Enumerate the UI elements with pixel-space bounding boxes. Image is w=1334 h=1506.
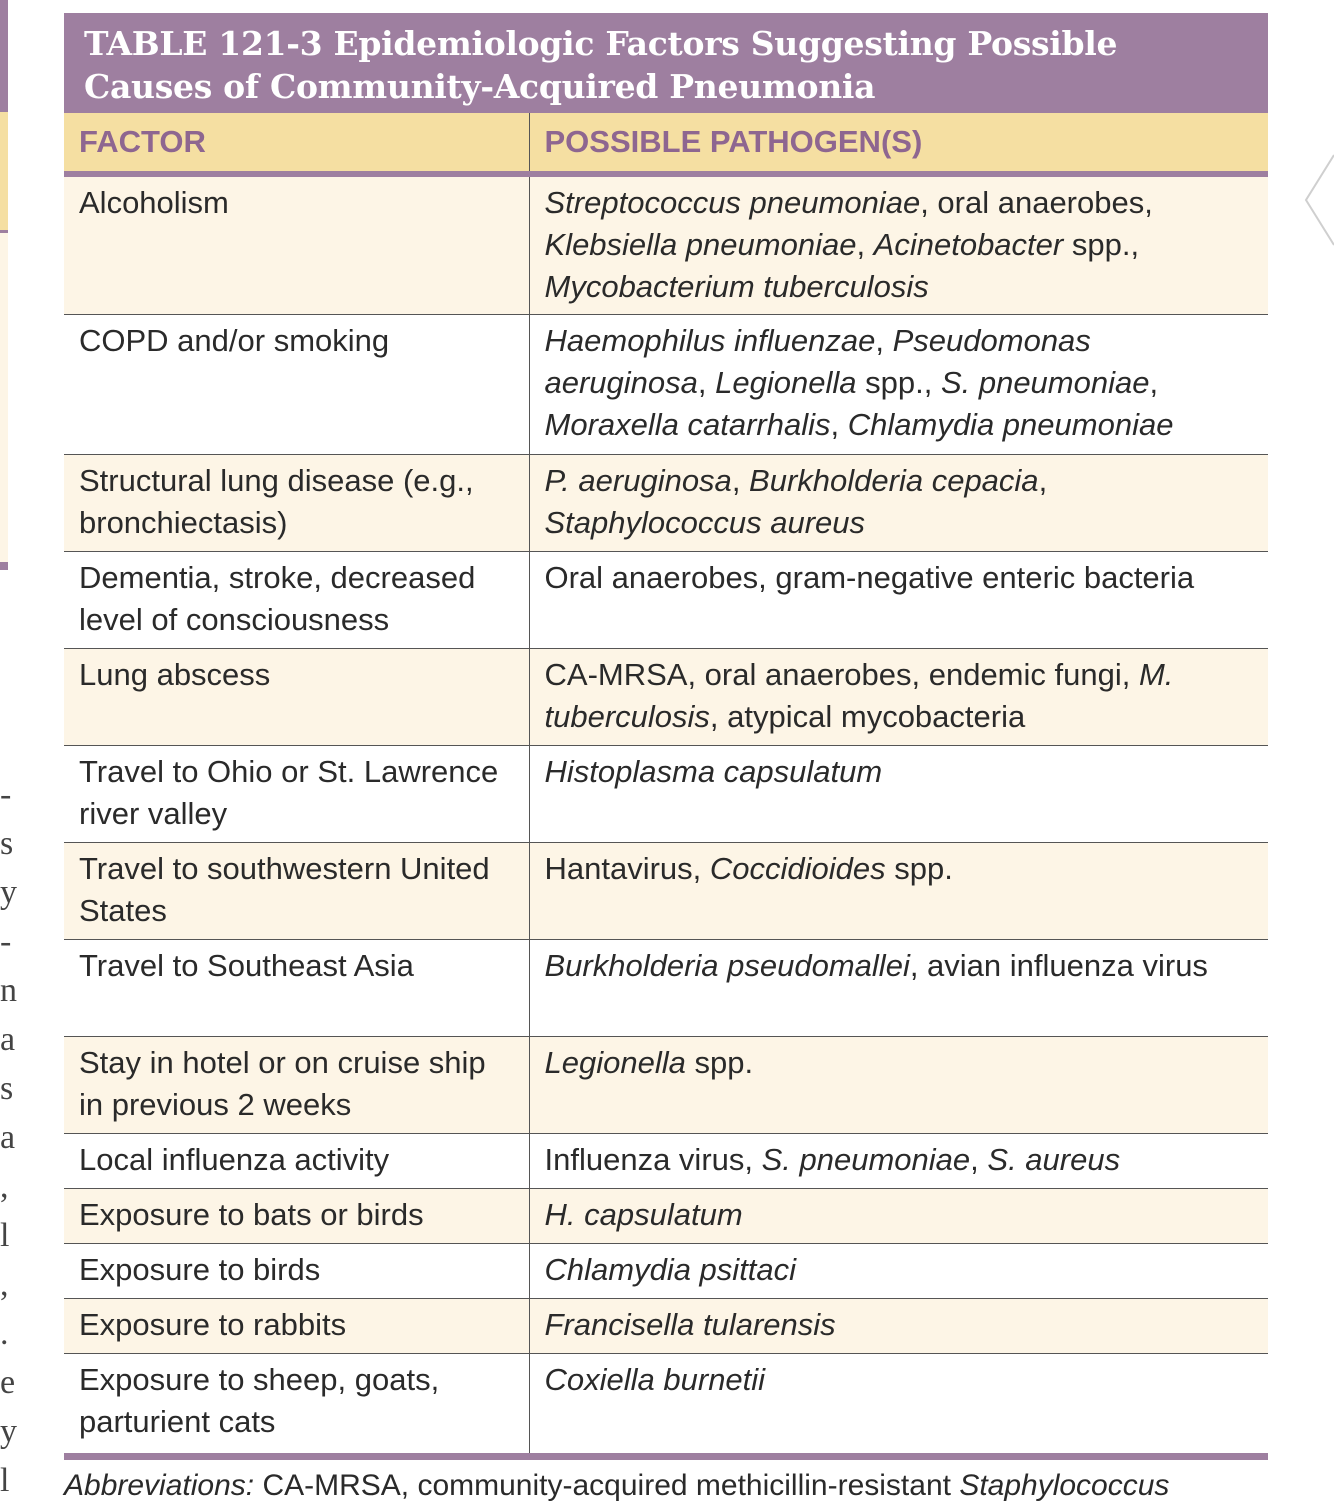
factor-cell: Travel to southwestern United States [64, 842, 529, 939]
factor-cell: Lung abscess [64, 648, 529, 745]
table-row [64, 314, 1268, 454]
pathogen-name-italic: S. aureus [987, 1141, 1121, 1177]
pathogens-cell [529, 1243, 1268, 1298]
footnote-segment: Abbreviations: [64, 1469, 255, 1502]
factor-cell: Structural lung disease (e.g., bronchiectasis) [64, 454, 529, 551]
table-row [64, 1353, 1268, 1453]
pathogen-text: CA-MRSA, oral anaerobes, endemic fungi, [544, 656, 1139, 692]
table-row [64, 174, 1268, 314]
pathogen-name-italic: Acinetobacter [873, 227, 1064, 262]
pathogen-name-italic: Mycobacterium tuberculosis [544, 269, 929, 304]
pathogens-cell [529, 314, 1268, 454]
edge-glyph: y [0, 874, 17, 911]
factor-cell: Travel to Ohio or St. Lawrence river valley [64, 745, 529, 842]
pathogen-name-italic: Histoplasma capsulatum [544, 753, 883, 789]
pneumonia-factors-table [64, 13, 1268, 1460]
pathogens-cell [529, 1036, 1268, 1133]
pathogen-name-italic: Francisella tularensis [544, 1306, 836, 1342]
edge-glyph: a [0, 1119, 16, 1156]
pathogen-name-italic: Burkholderia pseudomallei [544, 947, 910, 983]
pathogen-text: , [1149, 364, 1159, 400]
edge-glyph: , [0, 1168, 9, 1205]
table-row [64, 1298, 1268, 1353]
factor-column-header: FACTOR [64, 113, 529, 174]
pathogen-name-italic: Coccidioides [709, 850, 886, 886]
pathogen-text: spp. [885, 850, 953, 886]
edge-glyph: - [0, 776, 12, 813]
pathogens-cell [529, 1133, 1268, 1188]
footnote-segment: Staphylococcus [959, 1469, 1170, 1502]
pathogen-name-italic: Chlamydia pneumoniae [847, 406, 1174, 442]
pathogen-text: Oral anaerobes, gram-negative enteric bacteria [544, 559, 1195, 595]
factor-cell: Travel to Southeast Asia [64, 939, 529, 1036]
table-body [64, 174, 1268, 1453]
adjacent-table-edge [0, 0, 8, 570]
pathogens-cell [529, 939, 1268, 1036]
table-row [64, 648, 1268, 745]
factor-cell: Exposure to birds [64, 1243, 529, 1298]
pathogen-name-italic: S. pneumoniae [940, 364, 1150, 400]
pathogen-name-italic: Pseudomonas aeruginosa [544, 322, 1091, 400]
edge-glyph: a [0, 1021, 16, 1058]
edge-glyph: e [0, 1364, 16, 1401]
pathogen-name-italic: Klebsiella pneumoniae [544, 227, 857, 262]
table-row [64, 745, 1268, 842]
table-row [64, 551, 1268, 648]
table-row [64, 1243, 1268, 1298]
pathogen-text: , avian influenza virus [909, 947, 1208, 983]
pathogen-name-italic: H. capsulatum [544, 1196, 743, 1232]
pathogen-name-italic: Chlamydia psittaci [544, 1251, 797, 1287]
pathogen-text: spp. [685, 1044, 754, 1080]
pathogen-text: , [731, 462, 750, 498]
pathogen-name-italic: S. pneumoniae [761, 1141, 971, 1177]
pathogen-text: spp., [1063, 227, 1140, 262]
table-row [64, 454, 1268, 551]
table-title: TABLE 121-3 Epidemiologic Factors Suggesting Possible Causes of Community-Acquired Pneumonia [64, 13, 1268, 113]
table-row [64, 939, 1268, 1036]
pathogen-text: , [970, 1141, 988, 1177]
pathogens-cell [529, 1298, 1268, 1353]
factor-cell: COPD and/or smoking [64, 314, 529, 454]
pathogens-cell [529, 551, 1268, 648]
pathogen-text: , [697, 364, 716, 400]
pathogens-column-header: POSSIBLE PATHOGEN(S) [529, 113, 1268, 174]
pathogens-cell [529, 1188, 1268, 1243]
pathogen-text: Hantavirus, [544, 850, 710, 886]
pathogen-name-italic: Haemophilus influenzae [544, 322, 876, 358]
edge-glyph: n [0, 972, 17, 1009]
factor-cell: Local influenza activity [64, 1133, 529, 1188]
pathogens-cell [529, 1353, 1268, 1453]
pathogens-cell [529, 648, 1268, 745]
edge-glyph: s [0, 825, 14, 862]
table-row [64, 1188, 1268, 1243]
edge-glyph: - [0, 923, 12, 960]
factor-cell: Stay in hotel or on cruise ship in previous 2 weeks [64, 1036, 529, 1133]
pathogen-name-italic: M. tuberculosis [544, 656, 1174, 734]
table-row [64, 842, 1268, 939]
pathogen-text: Influenza virus, [544, 1141, 762, 1177]
factor-cell: Exposure to sheep, goats, parturient cats [64, 1353, 529, 1453]
pathogen-text: spp., [856, 364, 941, 400]
pathogens-cell [529, 842, 1268, 939]
factor-cell: Dementia, stroke, decreased level of consciousness [64, 551, 529, 648]
abbreviations-footnote [64, 1466, 1324, 1506]
pathogens-cell [529, 454, 1268, 551]
pathogen-text: , atypical mycobacteria [709, 698, 1026, 734]
chevron-left-icon[interactable] [1304, 150, 1334, 250]
footnote-segment: CA-MRSA, community-acquired methicillin-resistant [254, 1469, 960, 1502]
pathogen-text: , oral anaerobes, [920, 185, 1153, 220]
factor-cell: Alcoholism [64, 174, 529, 314]
pathogen-text: , [875, 322, 893, 358]
edge-glyph: , [0, 1266, 9, 1303]
table-row [64, 1036, 1268, 1133]
adjacent-page-text [0, 770, 17, 1505]
table-header-row [64, 113, 1268, 174]
pathogen-name-italic: P. aeruginosa [544, 462, 732, 498]
factor-cell: Exposure to rabbits [64, 1298, 529, 1353]
pathogen-text: , [856, 227, 874, 262]
pathogen-name-italic: Burkholderia cepacia [749, 462, 1039, 498]
table-bottom-rule [64, 1453, 1268, 1460]
pathogen-name-italic: Streptococcus pneumoniae [544, 185, 921, 220]
edge-glyph: l [0, 1462, 10, 1499]
pathogen-text: , [830, 406, 848, 442]
pathogen-name-italic: Legionella [544, 1044, 686, 1080]
pathogen-name-italic: Coxiella burnetii [544, 1361, 766, 1397]
edge-glyph: s [0, 1070, 14, 1107]
pathogen-name-italic: Legionella [715, 364, 857, 400]
edge-glyph: l [0, 1217, 10, 1254]
pathogen-name-italic: Staphylococcus aureus [544, 504, 866, 540]
pathogens-cell [529, 745, 1268, 842]
table-row [64, 1133, 1268, 1188]
edge-glyph: . [0, 1315, 9, 1352]
pathogen-text: , [1038, 462, 1048, 498]
factor-cell: Exposure to bats or birds [64, 1188, 529, 1243]
pathogen-name-italic: Moraxella catarrhalis [544, 406, 831, 442]
edge-glyph: y [0, 1413, 17, 1450]
pathogens-cell [529, 174, 1268, 314]
